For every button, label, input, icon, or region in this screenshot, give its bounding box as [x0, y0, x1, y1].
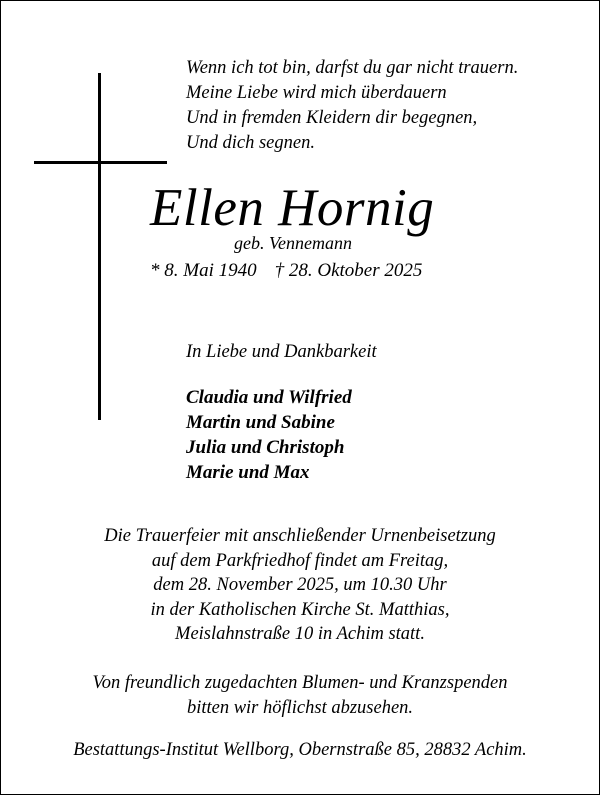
mourners-intro: In Liebe und Dankbarkeit	[186, 342, 377, 362]
cross-vertical-bar	[98, 73, 101, 420]
request-line: bitten wir höflichst abzusehen.	[186, 697, 414, 718]
ceremony-line: in der Katholischen Kirche St. Matthias,	[150, 599, 450, 620]
birth-date: * 8. Mai 1940	[150, 260, 257, 281]
deceased-name: Ellen Hornig	[150, 179, 435, 237]
cross-horizontal-bar	[34, 161, 167, 164]
death-date: † 28. Oktober 2025	[274, 260, 423, 281]
undertaker-footer: Bestattungs-Institut Wellborg, Obernstraße 85, 28832 Achim.	[73, 740, 527, 760]
ceremony-line: Meislahnstraße 10 in Achim statt.	[175, 624, 425, 644]
poem-line: Meine Liebe wird mich überdauern	[186, 83, 447, 103]
poem-line: Und in fremden Kleidern dir begegnen,	[186, 108, 478, 128]
mourner-name: Julia und Christoph	[186, 437, 345, 458]
ceremony-details	[0, 524, 600, 647]
flower-request	[0, 671, 600, 720]
ceremony-line: Die Trauerfeier mit anschließender Urnenbeisetzung	[104, 526, 496, 546]
poem-line: Und dich segnen.	[186, 133, 315, 153]
poem-line: Wenn ich tot bin, darfst du gar nicht trauern.	[186, 58, 519, 78]
ceremony-line: auf dem Parkfriedhof findet am Freitag,	[151, 550, 449, 571]
life-dates	[150, 259, 422, 283]
maiden-name: geb. Vennemann	[234, 233, 352, 253]
ceremony-line: dem 28. November 2025, um 10.30 Uhr	[153, 575, 447, 595]
mourners-list	[186, 385, 352, 485]
request-line: Von freundlich zugedachten Blumen- und Kranzspenden	[92, 673, 508, 693]
mourner-name: Claudia und Wilfried	[186, 387, 352, 408]
poem	[186, 56, 518, 156]
mourner-name: Martin und Sabine	[186, 412, 335, 433]
mourner-name: Marie und Max	[186, 462, 310, 483]
